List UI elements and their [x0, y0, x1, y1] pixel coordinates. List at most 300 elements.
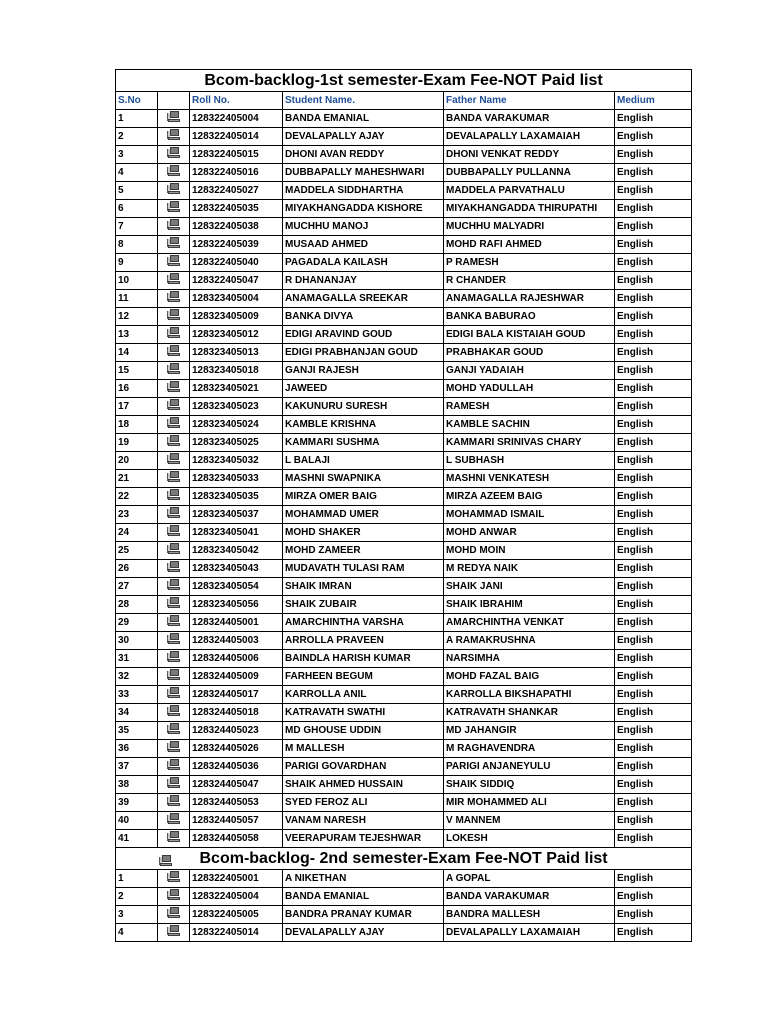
cell-sno: 24: [116, 524, 158, 542]
table-row: [116, 146, 692, 164]
cell-student-name: A NIKETHAN: [283, 870, 444, 888]
cell-father-name: MOHAMMAD ISMAIL: [444, 506, 615, 524]
cell-medium: English: [615, 506, 692, 524]
cell-sno: 9: [116, 254, 158, 272]
cell-roll: 128322405004: [190, 110, 283, 128]
cell-icon: [158, 560, 190, 578]
cell-roll: 128324405047: [190, 776, 283, 794]
cell-father-name: DEVALAPALLY LAXAMAIAH: [444, 128, 615, 146]
cell-icon: [158, 182, 190, 200]
cell-student-name: BANDA EMANIAL: [283, 110, 444, 128]
computer-icon: [167, 255, 181, 268]
table-row: [116, 398, 692, 416]
table-row: [116, 812, 692, 830]
computer-icon: [167, 489, 181, 502]
computer-icon: [167, 381, 181, 394]
table-row: [116, 380, 692, 398]
computer-icon: [167, 201, 181, 214]
cell-student-name: PARIGI GOVARDHAN: [283, 758, 444, 776]
cell-roll: 128323405013: [190, 344, 283, 362]
cell-medium: English: [615, 924, 692, 942]
cell-icon: [158, 776, 190, 794]
computer-icon: [167, 309, 181, 322]
cell-medium: English: [615, 128, 692, 146]
cell-sno: 28: [116, 596, 158, 614]
cell-father-name: RAMESH: [444, 398, 615, 416]
cell-father-name: MOHD RAFI AHMED: [444, 236, 615, 254]
cell-medium: English: [615, 254, 692, 272]
cell-medium: English: [615, 596, 692, 614]
cell-roll: 128322405015: [190, 146, 283, 164]
table-row: [116, 164, 692, 182]
cell-sno: 5: [116, 182, 158, 200]
cell-father-name: A RAMAKRUSHNA: [444, 632, 615, 650]
cell-roll: 128322405005: [190, 906, 283, 924]
cell-father-name: DEVALAPALLY LAXAMAIAH: [444, 924, 615, 942]
cell-roll: 128324405058: [190, 830, 283, 848]
cell-icon: [158, 254, 190, 272]
table-row: [116, 182, 692, 200]
cell-student-name: MUCHHU MANOJ: [283, 218, 444, 236]
cell-medium: English: [615, 272, 692, 290]
cell-student-name: L BALAJI: [283, 452, 444, 470]
cell-father-name: NARSIMHA: [444, 650, 615, 668]
computer-icon: [167, 525, 181, 538]
cell-roll: 128323405009: [190, 308, 283, 326]
cell-sno: 33: [116, 686, 158, 704]
cell-sno: 39: [116, 794, 158, 812]
cell-icon: [158, 632, 190, 650]
cell-father-name: R CHANDER: [444, 272, 615, 290]
cell-student-name: VANAM NARESH: [283, 812, 444, 830]
table-row: [116, 794, 692, 812]
computer-icon: [167, 561, 181, 574]
cell-student-name: KAMMARI SUSHMA: [283, 434, 444, 452]
table-row: [116, 506, 692, 524]
computer-icon: [167, 417, 181, 430]
header-row: [116, 92, 692, 110]
cell-medium: English: [615, 776, 692, 794]
cell-icon: [158, 596, 190, 614]
cell-father-name: MADDELA PARVATHALU: [444, 182, 615, 200]
table-row: [116, 308, 692, 326]
cell-sno: 2: [116, 128, 158, 146]
cell-student-name: EDIGI ARAVIND GOUD: [283, 326, 444, 344]
cell-father-name: MD JAHANGIR: [444, 722, 615, 740]
computer-icon: [167, 327, 181, 340]
cell-icon: [158, 794, 190, 812]
cell-father-name: LOKESH: [444, 830, 615, 848]
cell-student-name: KAKUNURU SURESH: [283, 398, 444, 416]
cell-medium: English: [615, 398, 692, 416]
cell-student-name: BANDA EMANIAL: [283, 888, 444, 906]
cell-father-name: BANDA VARAKUMAR: [444, 888, 615, 906]
cell-icon: [158, 434, 190, 452]
spreadsheet: [115, 69, 691, 942]
cell-father-name: KAMBLE SACHIN: [444, 416, 615, 434]
cell-roll: 128323405012: [190, 326, 283, 344]
cell-medium: English: [615, 794, 692, 812]
table-row: [116, 758, 692, 776]
cell-student-name: MOHAMMAD UMER: [283, 506, 444, 524]
computer-icon: [167, 129, 181, 142]
cell-student-name: M MALLESH: [283, 740, 444, 758]
computer-icon: [167, 651, 181, 664]
cell-medium: English: [615, 452, 692, 470]
cell-roll: 128322405014: [190, 924, 283, 942]
cell-icon: [158, 506, 190, 524]
computer-icon: [167, 907, 181, 920]
cell-sno: 16: [116, 380, 158, 398]
cell-student-name: FARHEEN BEGUM: [283, 668, 444, 686]
cell-sno: 29: [116, 614, 158, 632]
cell-father-name: MASHNI VENKATESH: [444, 470, 615, 488]
section1-title-row: [116, 70, 692, 92]
cell-sno: 37: [116, 758, 158, 776]
table-row: [116, 560, 692, 578]
cell-roll: 128322405038: [190, 218, 283, 236]
cell-roll: 128322405014: [190, 128, 283, 146]
cell-roll: 128322405001: [190, 870, 283, 888]
cell-student-name: SYED FEROZ ALI: [283, 794, 444, 812]
cell-student-name: BANKA DIVYA: [283, 308, 444, 326]
cell-father-name: BANDA VARAKUMAR: [444, 110, 615, 128]
cell-father-name: MOHD MOIN: [444, 542, 615, 560]
table-row: [116, 870, 692, 888]
cell-sno: 13: [116, 326, 158, 344]
cell-icon: [158, 290, 190, 308]
cell-sno: 2: [116, 888, 158, 906]
computer-icon: [167, 741, 181, 754]
cell-icon: [158, 906, 190, 924]
cell-icon: [158, 704, 190, 722]
cell-roll: 128324405006: [190, 650, 283, 668]
cell-father-name: PRABHAKAR GOUD: [444, 344, 615, 362]
header-icon-col: [158, 92, 190, 110]
cell-sno: 22: [116, 488, 158, 506]
cell-roll: 128323405032: [190, 452, 283, 470]
cell-medium: English: [615, 632, 692, 650]
cell-roll: 128323405018: [190, 362, 283, 380]
cell-icon: [158, 668, 190, 686]
computer-icon: [167, 669, 181, 682]
cell-student-name: DEVALAPALLY AJAY: [283, 924, 444, 942]
cell-medium: English: [615, 722, 692, 740]
section2-title-row: [116, 848, 692, 870]
cell-medium: English: [615, 812, 692, 830]
computer-icon: [167, 813, 181, 826]
cell-student-name: SHAIK IMRAN: [283, 578, 444, 596]
cell-sno: 19: [116, 434, 158, 452]
cell-icon: [158, 452, 190, 470]
cell-roll: 128324405026: [190, 740, 283, 758]
cell-roll: 128324405018: [190, 704, 283, 722]
cell-roll: 128324405001: [190, 614, 283, 632]
cell-sno: 30: [116, 632, 158, 650]
cell-roll: 128323405033: [190, 470, 283, 488]
cell-student-name: MASHNI SWAPNIKA: [283, 470, 444, 488]
cell-sno: 17: [116, 398, 158, 416]
computer-icon: [167, 363, 181, 376]
table-row: [116, 888, 692, 906]
table-row: [116, 524, 692, 542]
computer-icon: [167, 111, 181, 124]
table-row: [116, 290, 692, 308]
computer-icon: [167, 831, 181, 844]
computer-icon: [167, 633, 181, 646]
cell-icon: [158, 524, 190, 542]
cell-medium: English: [615, 164, 692, 182]
cell-icon: [158, 200, 190, 218]
cell-sno: 34: [116, 704, 158, 722]
computer-icon: [167, 889, 181, 902]
table-row: [116, 776, 692, 794]
cell-sno: 32: [116, 668, 158, 686]
table-row: [116, 416, 692, 434]
cell-student-name: R DHANANJAY: [283, 272, 444, 290]
cell-sno: 23: [116, 506, 158, 524]
cell-sno: 31: [116, 650, 158, 668]
cell-roll: 128324405009: [190, 668, 283, 686]
computer-icon: [167, 507, 181, 520]
cell-father-name: DHONI VENKAT REDDY: [444, 146, 615, 164]
section2-title-cell: [158, 848, 692, 870]
table-row: [116, 218, 692, 236]
cell-father-name: EDIGI BALA KISTAIAH GOUD: [444, 326, 615, 344]
cell-student-name: MD GHOUSE UDDIN: [283, 722, 444, 740]
cell-student-name: SHAIK ZUBAIR: [283, 596, 444, 614]
cell-icon: [158, 812, 190, 830]
section2-title: Bcom-backlog- 2nd semester-Exam Fee-NOT Paid list: [199, 849, 608, 867]
computer-icon: [167, 705, 181, 718]
cell-medium: English: [615, 308, 692, 326]
cell-icon: [158, 740, 190, 758]
cell-icon: [158, 146, 190, 164]
cell-roll: 128323405054: [190, 578, 283, 596]
computer-icon: [167, 615, 181, 628]
cell-roll: 128323405037: [190, 506, 283, 524]
computer-icon: [167, 219, 181, 232]
cell-icon: [158, 416, 190, 434]
cell-icon: [158, 308, 190, 326]
cell-father-name: BANDRA MALLESH: [444, 906, 615, 924]
table-row: [116, 452, 692, 470]
cell-sno: 40: [116, 812, 158, 830]
table-row: [116, 830, 692, 848]
cell-medium: English: [615, 560, 692, 578]
cell-student-name: BAINDLA HARISH KUMAR: [283, 650, 444, 668]
table-row: [116, 740, 692, 758]
cell-sno: 36: [116, 740, 158, 758]
computer-icon: [167, 237, 181, 250]
cell-father-name: MIYAKHANGADDA THIRUPATHI: [444, 200, 615, 218]
cell-father-name: MOHD ANWAR: [444, 524, 615, 542]
computer-icon: [167, 687, 181, 700]
table-row: [116, 614, 692, 632]
cell-father-name: GANJI YADAIAH: [444, 362, 615, 380]
cell-icon: [158, 236, 190, 254]
table-row: [116, 632, 692, 650]
cell-medium: English: [615, 200, 692, 218]
cell-sno: 4: [116, 164, 158, 182]
table-row: [116, 254, 692, 272]
cell-medium: English: [615, 326, 692, 344]
cell-roll: 128323405056: [190, 596, 283, 614]
cell-roll: 128323405041: [190, 524, 283, 542]
cell-icon: [158, 398, 190, 416]
cell-student-name: KATRAVATH SWATHI: [283, 704, 444, 722]
table-row: [116, 686, 692, 704]
computer-icon: [167, 795, 181, 808]
computer-icon: [167, 291, 181, 304]
cell-father-name: DUBBAPALLY PULLANNA: [444, 164, 615, 182]
cell-father-name: KAMMARI SRINIVAS CHARY: [444, 434, 615, 452]
cell-roll: 128322405040: [190, 254, 283, 272]
cell-roll: 128322405039: [190, 236, 283, 254]
computer-icon: [167, 399, 181, 412]
cell-father-name: MOHD FAZAL BAIG: [444, 668, 615, 686]
table-row: [116, 110, 692, 128]
table-row: [116, 722, 692, 740]
cell-roll: 128322405004: [190, 888, 283, 906]
header-roll: Roll No.: [190, 92, 283, 110]
cell-medium: English: [615, 888, 692, 906]
cell-father-name: BANKA BABURAO: [444, 308, 615, 326]
cell-student-name: SHAIK AHMED HUSSAIN: [283, 776, 444, 794]
computer-icon: [167, 871, 181, 884]
table-row: [116, 668, 692, 686]
cell-student-name: PAGADALA KAILASH: [283, 254, 444, 272]
cell-father-name: SHAIK SIDDIQ: [444, 776, 615, 794]
cell-icon: [158, 830, 190, 848]
cell-icon: [158, 488, 190, 506]
cell-father-name: MOHD YADULLAH: [444, 380, 615, 398]
computer-icon: [167, 273, 181, 286]
cell-medium: English: [615, 668, 692, 686]
cell-student-name: MADDELA SIDDHARTHA: [283, 182, 444, 200]
cell-roll: 128324405036: [190, 758, 283, 776]
cell-student-name: MOHD SHAKER: [283, 524, 444, 542]
header-father: Father Name: [444, 92, 615, 110]
cell-medium: English: [615, 524, 692, 542]
cell-medium: English: [615, 434, 692, 452]
cell-roll: 128323405042: [190, 542, 283, 560]
cell-roll: 128322405035: [190, 200, 283, 218]
cell-sno: 20: [116, 452, 158, 470]
cell-sno: 6: [116, 200, 158, 218]
cell-sno: 26: [116, 560, 158, 578]
computer-icon: [167, 453, 181, 466]
cell-father-name: KATRAVATH SHANKAR: [444, 704, 615, 722]
cell-student-name: JAWEED: [283, 380, 444, 398]
table-row: [116, 488, 692, 506]
cell-medium: English: [615, 870, 692, 888]
cell-student-name: KARROLLA ANIL: [283, 686, 444, 704]
cell-icon: [158, 326, 190, 344]
cell-father-name: V MANNEM: [444, 812, 615, 830]
computer-icon: [167, 723, 181, 736]
cell-sno: 10: [116, 272, 158, 290]
cell-sno: 4: [116, 924, 158, 942]
cell-sno: 11: [116, 290, 158, 308]
cell-medium: English: [615, 488, 692, 506]
cell-roll: 128323405023: [190, 398, 283, 416]
table-row: [116, 596, 692, 614]
cell-student-name: GANJI RAJESH: [283, 362, 444, 380]
cell-student-name: MIRZA OMER BAIG: [283, 488, 444, 506]
cell-icon: [158, 614, 190, 632]
cell-sno: 3: [116, 906, 158, 924]
cell-father-name: L SUBHASH: [444, 452, 615, 470]
computer-icon: [167, 345, 181, 358]
cell-roll: 128323405035: [190, 488, 283, 506]
cell-father-name: ANAMAGALLA RAJESHWAR: [444, 290, 615, 308]
cell-roll: 128323405043: [190, 560, 283, 578]
cell-icon: [158, 344, 190, 362]
cell-father-name: MIRZA AZEEM BAIG: [444, 488, 615, 506]
computer-icon: [167, 183, 181, 196]
cell-sno: 14: [116, 344, 158, 362]
cell-roll: 128322405047: [190, 272, 283, 290]
cell-medium: English: [615, 290, 692, 308]
cell-student-name: MOHD ZAMEER: [283, 542, 444, 560]
computer-icon: [167, 777, 181, 790]
cell-medium: English: [615, 236, 692, 254]
cell-student-name: AMARCHINTHA VARSHA: [283, 614, 444, 632]
cell-sno: 35: [116, 722, 158, 740]
computer-icon: [167, 925, 181, 938]
cell-sno: 12: [116, 308, 158, 326]
cell-sno: 21: [116, 470, 158, 488]
cell-icon: [158, 578, 190, 596]
cell-sno: 41: [116, 830, 158, 848]
cell-sno: 38: [116, 776, 158, 794]
cell-sno: 7: [116, 218, 158, 236]
table-row: [116, 906, 692, 924]
header-medium: Medium: [615, 92, 692, 110]
table-row: [116, 704, 692, 722]
cell-medium: English: [615, 146, 692, 164]
cell-father-name: MUCHHU MALYADRI: [444, 218, 615, 236]
cell-roll: 128324405017: [190, 686, 283, 704]
cell-sno: 27: [116, 578, 158, 596]
cell-roll: 128323405021: [190, 380, 283, 398]
cell-medium: English: [615, 740, 692, 758]
fee-not-paid-table: [115, 69, 692, 942]
cell-father-name: P RAMESH: [444, 254, 615, 272]
cell-father-name: MIR MOHAMMED ALI: [444, 794, 615, 812]
header-sno: S.No: [116, 92, 158, 110]
cell-icon: [158, 218, 190, 236]
cell-icon: [158, 362, 190, 380]
section1-title: Bcom-backlog-1st semester-Exam Fee-NOT Paid list: [116, 70, 692, 92]
cell-student-name: BANDRA PRANAY KUMAR: [283, 906, 444, 924]
cell-medium: English: [615, 362, 692, 380]
cell-father-name: A GOPAL: [444, 870, 615, 888]
cell-medium: English: [615, 650, 692, 668]
computer-icon: [167, 471, 181, 484]
section2-title-blank: [116, 848, 158, 870]
table-row: [116, 470, 692, 488]
computer-icon: [167, 759, 181, 772]
cell-sno: 1: [116, 870, 158, 888]
cell-roll: 128324405023: [190, 722, 283, 740]
table-row: [116, 236, 692, 254]
cell-father-name: SHAIK IBRAHIM: [444, 596, 615, 614]
table-row: [116, 542, 692, 560]
table-row: [116, 326, 692, 344]
cell-roll: 128322405027: [190, 182, 283, 200]
